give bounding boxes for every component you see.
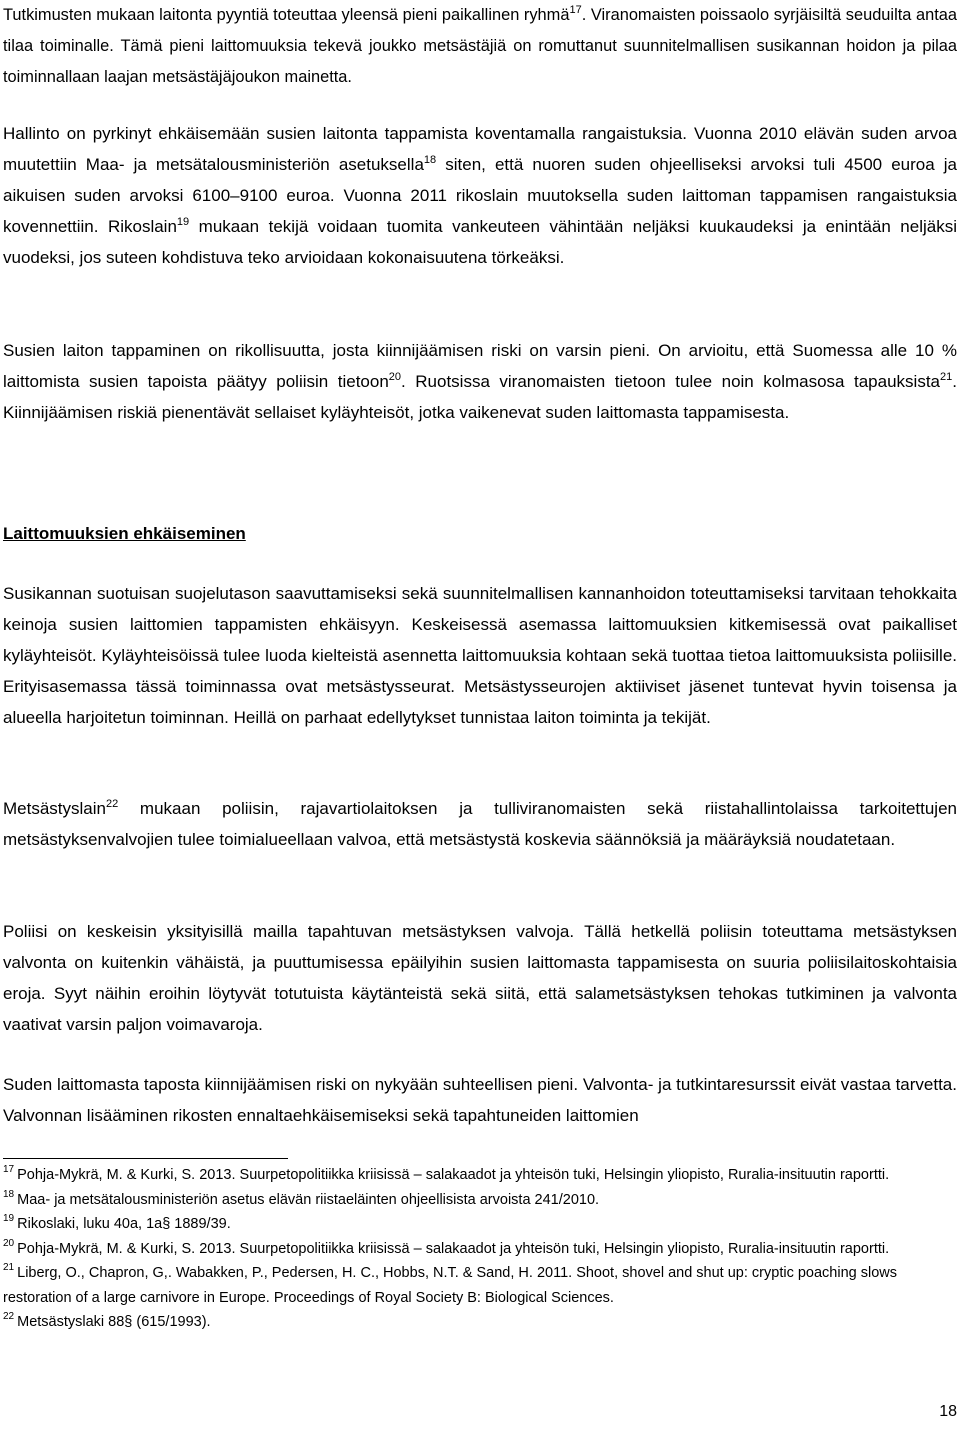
paragraph-1 [3,0,957,93]
paragraph-2 [3,118,957,273]
paragraph-text: siten, että nuoren suden ohjeelliseksi arvoksi tuli 4500 euroa ja aikuisen suden arvoksi 6100–9100 euroa. Vuonna 2011 rikoslain muutoksella suden laittoman tappamisen rangaistuksia kovennettiin. Rikoslain [3,155,957,236]
footnote-number: 17 [3,1164,15,1175]
footnote-number: 22 [3,1311,15,1322]
footnote-item [3,1188,957,1213]
paragraph-text: Susien laiton tappaminen on rikollisuutta, josta kiinnijäämisen riski on varsin pieni. On arvioitu, että Suomessa alle 10 % laittomista susien tapoista päätyy poliisin tietoon [3,341,957,391]
footnote-item [3,1261,957,1310]
paragraph-text: Tutkimusten mukaan laitonta pyyntiä toteuttaa yleensä pieni paikallinen ryhmä [3,6,570,24]
paragraph-text: mukaan poliisin, rajavartiolaitoksen ja tulliviranomaisten sekä riistahallintolaissa tarkoitettujen metsästyksenvalvojien tulee toimialueellaan valvoa, että metsästystä koskevia säännöksiä ja määräyksiä noudatetaan. [3,799,957,849]
footnote-text: Maa- ja metsätalousministeriön asetus elävän riistaeläinten ohjeellisista arvoista 241/2010. [17,1191,600,1208]
footnote-item [3,1163,957,1188]
page-number: 18 [939,1403,957,1420]
paragraph-text: mukaan tekijä voidaan tuomita vankeuteen vähintään neljäksi kuukaudeksi ja enintään neljäksi vuodeksi, jos suteen kohdistuva teko arvioidaan kokonaisuutena törkeäksi. [3,217,957,267]
paragraph-6: Poliisi on keskeisin yksityisillä mailla tapahtuvan metsästyksen valvoja. Tällä hetkellä poliisin toteuttama metsästyksen valvonta on kuitenkin vähäistä, ja puuttumisessa epäilyihin susien laittomasta tappamisesta on suuria poliisilaitoskohtaisia eroja. Syyt näihin eroihin löytyvät totutuista käytänteistä sekä siitä, että salametsästyksen tehokas tutkiminen ja valvonta vaativat varsin paljon voimavaroja. [3,922,957,1034]
footnote-separator [3,1158,288,1159]
footnote-number: 19 [3,1213,15,1224]
paragraph-5 [3,793,957,855]
paragraph-text: Hallinto on pyrkinyt ehkäisemään susien laitonta tappamista koventamalla rangaistuksia. Vuonna 2010 elävän suden arvoa muutettiin Maa- ja metsätalousministeriön asetuksella [3,124,957,174]
paragraph-4: Susikannan suotuisan suojelutason saavuttamiseksi sekä suunnitelmallisen kannanhoidon toteuttamiseksi tarvitaan tehokkaita keinoja susien laittomien tappamisten ehkäisyyn. Keskeisessä asemassa laittomuuksien kitkemisessä ovat paikalliset kyläyhteisöt. Kyläyhteisöissä tulee luoda kielteistä asennetta laittomuuksia kohtaan sekä tuottaa tietoa laittomuuksista poliisille. Erityisasemassa tässä toiminnassa ovat metsästysseurat. Metsästysseurojen aktiiviset jäsenet tuntevat hyvin toisensa ja alueella harjoitetun toiminnan. Heillä on parhaat edellytykset tunnistaa laiton toiminta ja tekijät. [3,584,957,727]
paragraph-text: Metsästyslain [3,799,106,818]
footnote-text: Pohja-Mykrä, M. & Kurki, S. 2013. Suurpetopolitiikka kriisissä – salakaadot ja yhteisön tuki, Helsingin yliopisto, Ruralia-insituutin raportti. [17,1240,890,1257]
footnote-text: Liberg, O., Chapron, G,. Wabakken, P., Pedersen, H. C., Hobbs, N.T. & Sand, H. 2011. Shoot, shovel and shut up: cryptic poaching slows restoration of a large carnivore in Europe. Proceedings of Royal Society B: Biological Sciences. [3,1265,897,1306]
paragraph-3 [3,335,957,428]
footnote-ref-17[interactable]: 17 [569,4,582,16]
footnote-number: 18 [3,1188,15,1200]
footnote-item [3,1310,957,1335]
footnote-number: 21 [3,1262,15,1273]
footnote-ref-22[interactable]: 22 [105,798,119,810]
footnote-text: Metsästyslaki 88§ (615/1993). [17,1314,211,1330]
footnote-ref-21[interactable]: 21 [940,371,953,383]
paragraph-text: . Viranomaisten poissaolo syrjäisiltä seuduilta antaa tilaa toiminalle. Tämä pieni laittomuuksia tekevä joukko metsästäjiä on romuttanut suunnitelmallisen susikannan hoidon ja pilaa toiminnallaan laajan metsästäjäjoukon mainetta. [3,6,957,86]
footnote-ref-20[interactable]: 20 [388,371,402,383]
footnote-number: 20 [3,1237,15,1249]
paragraph-text: . Ruotsissa viranomaisten tietoon tulee noin kolmasosa tapauksista [401,372,941,391]
footnote-text: Pohja-Mykrä, M. & Kurki, S. 2013. Suurpetopolitiikka kriisissä – salakaadot ja yhteisön tuki, Helsingin yliopisto, Ruralia-insituutin raportti. [17,1167,890,1183]
footnotes [3,1163,957,1335]
paragraph-7: Suden laittomasta taposta kiinnijäämisen riski on nykyään suhteellisen pieni. Valvonta- ja tutkintaresurssit eivät vastaa tarvetta. Valvonnan lisääminen rikosten ennaltaehkäisemiseksi sekä tapahtuneiden laittomien [3,1075,957,1125]
footnote-text: Rikoslaki, luku 40a, 1a§ 1889/39. [17,1216,231,1232]
footnote-item [3,1237,957,1262]
section-heading: Laittomuuksien ehkäiseminen [3,524,246,543]
footnote-item [3,1212,957,1237]
footnote-ref-18[interactable]: 18 [423,154,437,166]
paragraph-text: . Kiinnijäämisen riskiä pienentävät sellaiset kyläyhteisöt, jotka vaikenevat suden laittomasta tappamisesta. [3,372,957,422]
footnote-ref-19[interactable]: 19 [176,216,190,228]
